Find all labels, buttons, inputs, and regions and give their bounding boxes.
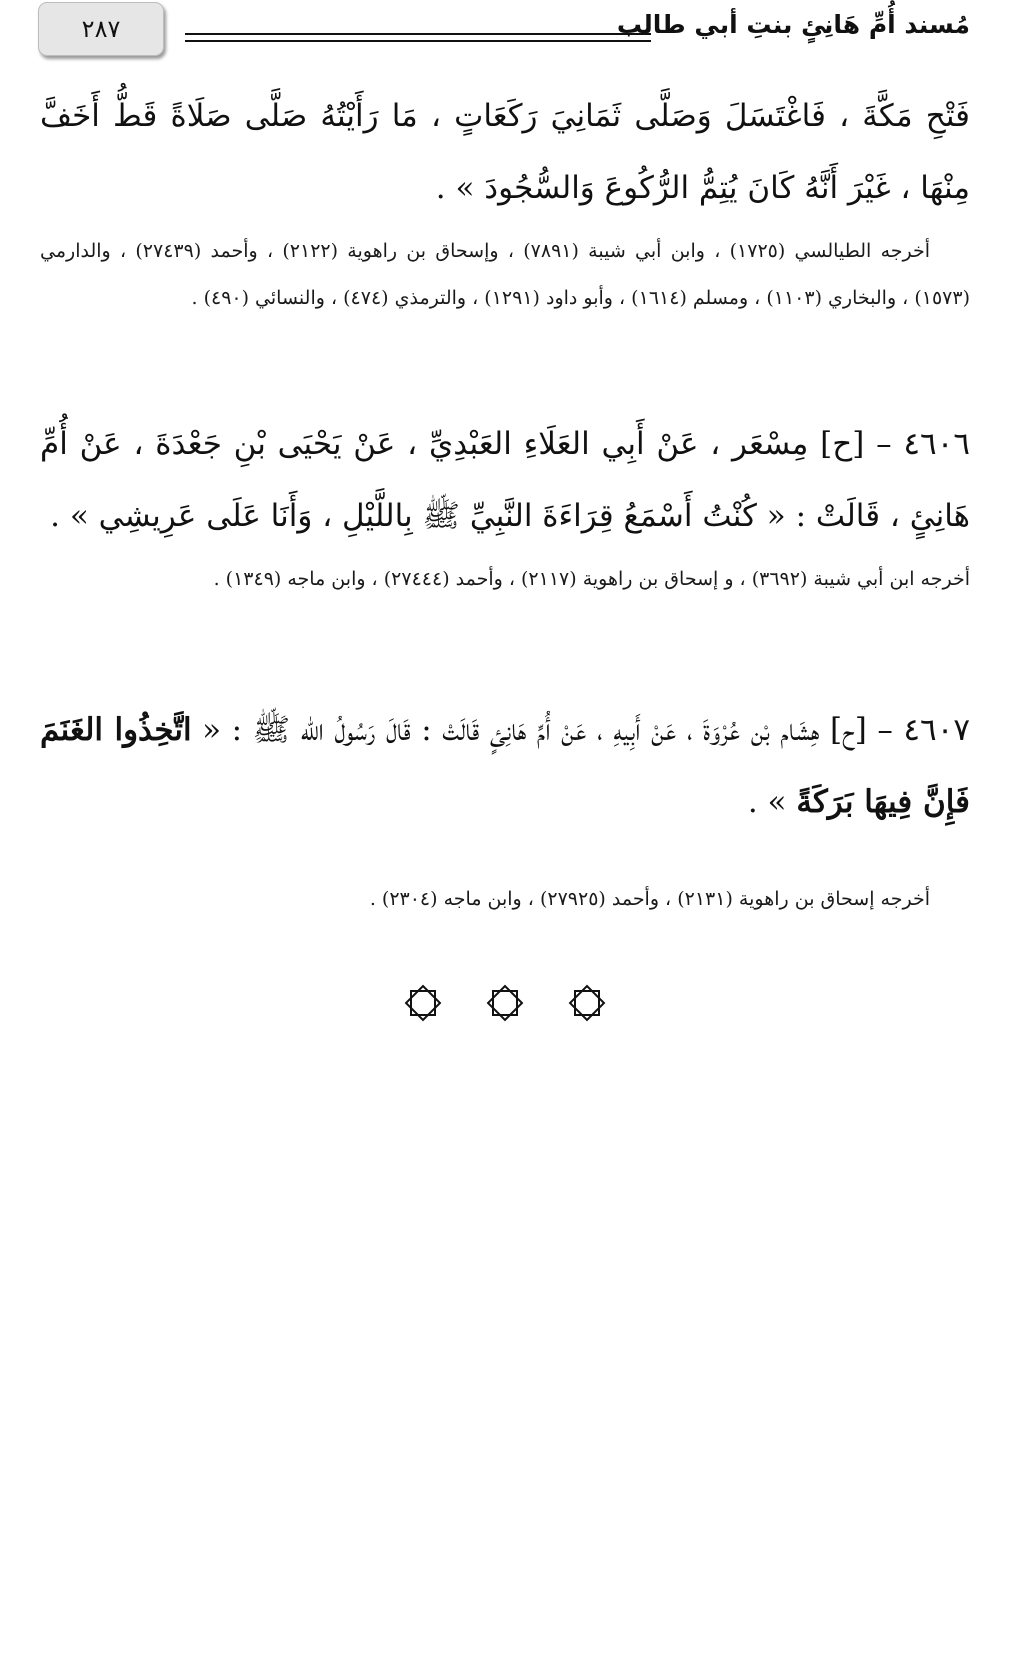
page-header	[0, 0, 1010, 62]
hadith-number: ٤٦٠٦ –	[876, 426, 970, 462]
header-rule-top	[185, 33, 651, 35]
eight-point-star-icon	[485, 983, 525, 1023]
page-number-badge	[38, 2, 164, 56]
hadith-4607	[40, 694, 970, 838]
running-title: مُسند أُمِّ هَانِئٍ بنتِ أبي طالب	[616, 10, 970, 39]
takhrij-note	[40, 876, 970, 923]
hadith-text: فَتْحِ مَكَّةَ ، فَاغْتَسَلَ وَصَلَّى ثَمَانِيَ رَكَعَاتٍ ، مَا رَأَيْتُهُ صَلَّى صَلَاةً قَطُّ أَخَفَّ مِنْهَا ، غَيْرَ أَنَّهُ كَانَ يُتِمُّ الرُّكُوعَ وَالسُّجُودَ » .	[40, 98, 970, 206]
hadith-number: ٤٦٠٧ –	[877, 712, 970, 748]
hadith-text: [ح] هِشَام بْن عُرْوَةَ ، عَنْ أَبِيهِ ، عَنْ أُمِّ هَانِئٍ قَالَتْ : قَالَ رَسُولُ الله ﷺ : «	[202, 712, 867, 748]
hadith-text: [ح] مِسْعَر ، عَنْ أَبِي العَلَاءِ العَبْدِيِّ ، عَنْ يَحْيَى بْنِ جَعْدَةَ ، عَنْ أُمِّ هَانِئٍ ، قَالَتْ : « كُنْتُ أَسْمَعُ قِرَاءَةَ النَّبِيِّ ﷺ بِاللَّيْلِ ، وَأَنَا عَلَى عَرِيشِي » .	[40, 426, 970, 534]
eight-point-star-icon	[403, 983, 443, 1023]
takhrij-text: أخرجه إسحاق بن راهوية (٢١٣١) ، وأحمد (٢٧٩٢٥) ، وابن ماجه (٢٣٠٤) .	[369, 888, 930, 910]
hadith-quote: اتَّخِذُوا الغَنَمَ فَإِنَّ فِيهَا بَرَكَةً	[40, 712, 970, 820]
takhrij-note	[40, 228, 970, 322]
page-number: ٢٨٧	[81, 15, 121, 43]
takhrij-text: أخرجه ابن أبي شيبة (٣٦٩٢) ، و إسحاق بن راهوية (٢١١٧) ، وأحمد (٢٧٤٤٤) ، وابن ماجه (١٣٤٩) .	[213, 568, 970, 590]
section-divider-ornaments	[0, 983, 1010, 1023]
takhrij-text: أخرجه الطيالسي (١٧٢٥) ، وابن أبي شيبة (٧٨٩١) ، وإسحاق بن راهوية (٢١٢٢) ، وأحمد (٢٧٤٣٩) ، والدارمي (١٥٧٣) ، والبخاري (١١٠٣) ، ومسلم (١٦١٤) ، وأبو داود (١٢٩١) ، والترمذي (٤٧٤) ، والنسائي (٤٩٠) .	[40, 240, 970, 309]
header-rule-bottom	[185, 40, 651, 42]
eight-point-star-icon	[567, 983, 607, 1023]
hadith-text-end: » .	[747, 784, 787, 820]
hadith-continuation	[40, 80, 970, 224]
hadith-4606	[40, 408, 970, 552]
takhrij-note	[40, 556, 970, 603]
